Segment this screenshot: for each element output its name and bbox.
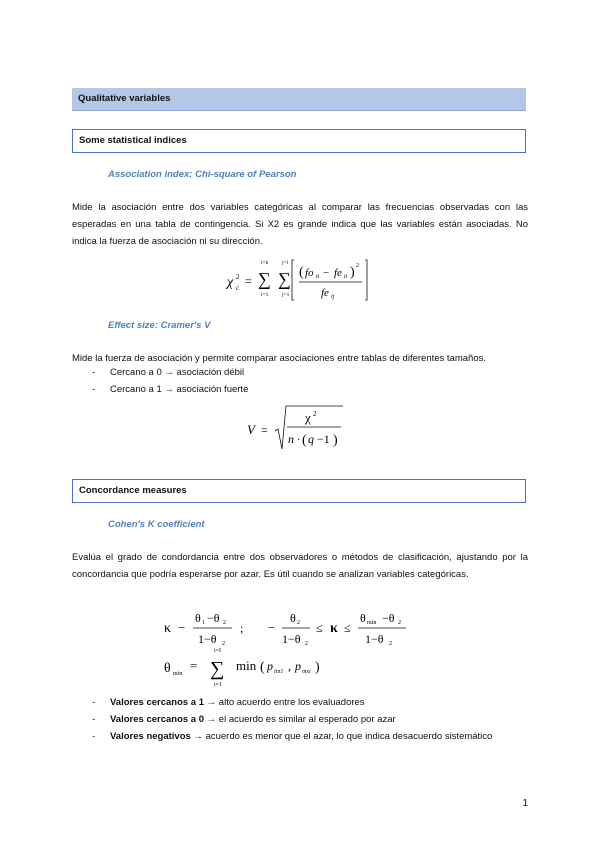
list-item-text: Cercano a 0 → asociación débil bbox=[110, 367, 245, 378]
list-item-text: → acuerdo es menor que el azar, lo que indica desacuerdo sistemático bbox=[190, 731, 493, 742]
svg-text:κ: κ bbox=[330, 621, 338, 636]
list-item: - Valores cercanos a 0 → el acuerdo es similar al esperado por azar bbox=[92, 714, 396, 725]
svg-text:−: − bbox=[323, 267, 330, 279]
svg-text:fe: fe bbox=[321, 287, 329, 299]
svg-text:≤: ≤ bbox=[316, 621, 323, 635]
svg-text:min: min bbox=[367, 620, 377, 626]
svg-text:=: = bbox=[261, 423, 268, 437]
cramer-v-formula bbox=[245, 403, 355, 453]
svg-text:1: 1 bbox=[202, 620, 205, 626]
svg-text:(: ( bbox=[260, 660, 265, 675]
svg-text:≤: ≤ bbox=[344, 621, 351, 635]
svg-text:ij: ij bbox=[331, 294, 335, 300]
list-item-text: → alto acuerdo entre los evaluadores bbox=[204, 697, 365, 708]
section-header-qualitative bbox=[72, 88, 526, 111]
svg-text:;: ; bbox=[240, 621, 244, 635]
list-item-text: → el acuerdo es similar al esperado por azar bbox=[204, 714, 396, 725]
svg-text:−θ: −θ bbox=[207, 611, 220, 625]
svg-text:θ: θ bbox=[290, 611, 296, 625]
section-title: Concordance measures bbox=[79, 485, 187, 496]
section-title: Some statistical indices bbox=[79, 135, 187, 146]
svg-text:p: p bbox=[295, 659, 301, 673]
svg-text:∑: ∑ bbox=[210, 658, 225, 680]
cohen-kappa-formula bbox=[160, 604, 450, 694]
svg-text:ti: ti bbox=[316, 274, 320, 280]
list-item-bold: Valores negativos bbox=[110, 731, 191, 742]
svg-text:ti: ti bbox=[344, 274, 348, 280]
cramer-paragraph: Mide la fuerza de asociación y permite comparar asociaciones entre tablas de diferentes tamaños. bbox=[72, 353, 486, 364]
list-item-bold: Valores cercanos a 0 bbox=[110, 714, 205, 725]
list-item-text: Cercano a 1 → asociación fuerte bbox=[110, 384, 249, 395]
cohen-paragraph: Evalúa el grado de condordancia entre dos observadores o métodos de clasificación, ajustando por la concordancia que podría esperarse por azar. Es útil cuando se analizan variables categóricas. bbox=[72, 552, 528, 580]
svg-text:fe: fe bbox=[334, 267, 342, 279]
list-item: - Valores cercanos a 1 → alto acuerdo entre los evaluadores bbox=[92, 697, 365, 708]
svg-text:fo: fo bbox=[305, 267, 314, 279]
svg-text:2: 2 bbox=[305, 641, 308, 647]
svg-text:c: c bbox=[236, 284, 240, 292]
svg-text:=: = bbox=[190, 658, 198, 673]
chi-square-heading: Association index: Chi-square of Pearson bbox=[108, 169, 297, 180]
svg-text:(: ( bbox=[302, 433, 307, 448]
svg-text:2: 2 bbox=[389, 641, 392, 647]
svg-text:q: q bbox=[308, 432, 314, 446]
svg-text:2: 2 bbox=[236, 273, 240, 281]
svg-text:mxi: mxi bbox=[302, 669, 311, 675]
cohen-heading: Cohen's K coefficient bbox=[108, 519, 205, 530]
cramer-heading: Effect size: Cramer's V bbox=[108, 320, 211, 331]
svg-text:1−θ: 1−θ bbox=[282, 632, 301, 646]
svg-text:=: = bbox=[245, 274, 252, 288]
svg-text:·: · bbox=[297, 435, 301, 446]
svg-text:θ: θ bbox=[164, 661, 171, 676]
page-number: 1 bbox=[522, 798, 528, 809]
svg-text:χ: χ bbox=[227, 275, 234, 290]
svg-text:,: , bbox=[288, 659, 291, 673]
svg-text:1−θ: 1−θ bbox=[198, 632, 217, 646]
svg-text:p: p bbox=[267, 659, 273, 673]
svg-text:j=l: j=l bbox=[282, 260, 289, 266]
svg-text:2: 2 bbox=[356, 263, 359, 269]
svg-text:2: 2 bbox=[313, 410, 317, 418]
svg-text:(: ( bbox=[299, 265, 304, 280]
list-item: - Valores negativos → acuerdo es menor que el azar, lo que indica desacuerdo sistemático bbox=[92, 731, 493, 742]
svg-text:θ: θ bbox=[360, 611, 366, 625]
svg-text:n: n bbox=[288, 432, 294, 446]
svg-text:κ: κ bbox=[164, 621, 172, 636]
svg-text:min: min bbox=[236, 658, 257, 673]
section-header-concordance bbox=[72, 479, 526, 503]
svg-text:2: 2 bbox=[398, 620, 401, 626]
svg-text:−1: −1 bbox=[317, 432, 330, 446]
svg-text:−θ: −θ bbox=[382, 611, 395, 625]
svg-text:−: − bbox=[268, 620, 276, 635]
svg-text:i=I: i=I bbox=[214, 648, 222, 654]
svg-text:∑: ∑ bbox=[258, 269, 271, 289]
svg-text:2: 2 bbox=[223, 620, 226, 626]
list-item: - Cercano a 1 → asociación fuerte bbox=[92, 384, 249, 395]
svg-text:min: min bbox=[173, 671, 183, 677]
svg-text:i=k: i=k bbox=[261, 260, 269, 266]
svg-text:i=1: i=1 bbox=[261, 292, 269, 298]
svg-text:i=1: i=1 bbox=[214, 682, 223, 688]
chi-square-formula bbox=[225, 254, 385, 304]
list-item-bold: Valores cercanos a 1 bbox=[110, 697, 205, 708]
svg-text:): ) bbox=[315, 660, 320, 675]
chi-square-paragraph: Mide la asociación entre dos variables categóricas al comparar las frecuencias observadas con las esperadas en una tabla de contingencia. Si X2 es grande indica que las variables están asociadas. No indica la fuerza de asociación ni su dirección. bbox=[72, 202, 528, 247]
svg-text:j=1: j=1 bbox=[282, 292, 290, 298]
svg-text:): ) bbox=[350, 265, 355, 280]
svg-text:∑: ∑ bbox=[278, 269, 291, 289]
svg-text:2: 2 bbox=[222, 641, 225, 647]
list-item: - Cercano a 0 → asociación débil bbox=[92, 367, 245, 378]
svg-text:−: − bbox=[178, 620, 186, 635]
section-title: Qualitative variables bbox=[78, 93, 171, 104]
svg-text:): ) bbox=[333, 433, 338, 448]
svg-text:2: 2 bbox=[297, 620, 300, 626]
svg-text:χ: χ bbox=[305, 410, 311, 425]
section-header-statistical-indices bbox=[72, 129, 526, 153]
svg-text:1−θ: 1−θ bbox=[365, 632, 384, 646]
svg-text:V: V bbox=[247, 422, 255, 437]
svg-text:iin1: iin1 bbox=[274, 669, 284, 675]
svg-text:θ: θ bbox=[195, 611, 201, 625]
